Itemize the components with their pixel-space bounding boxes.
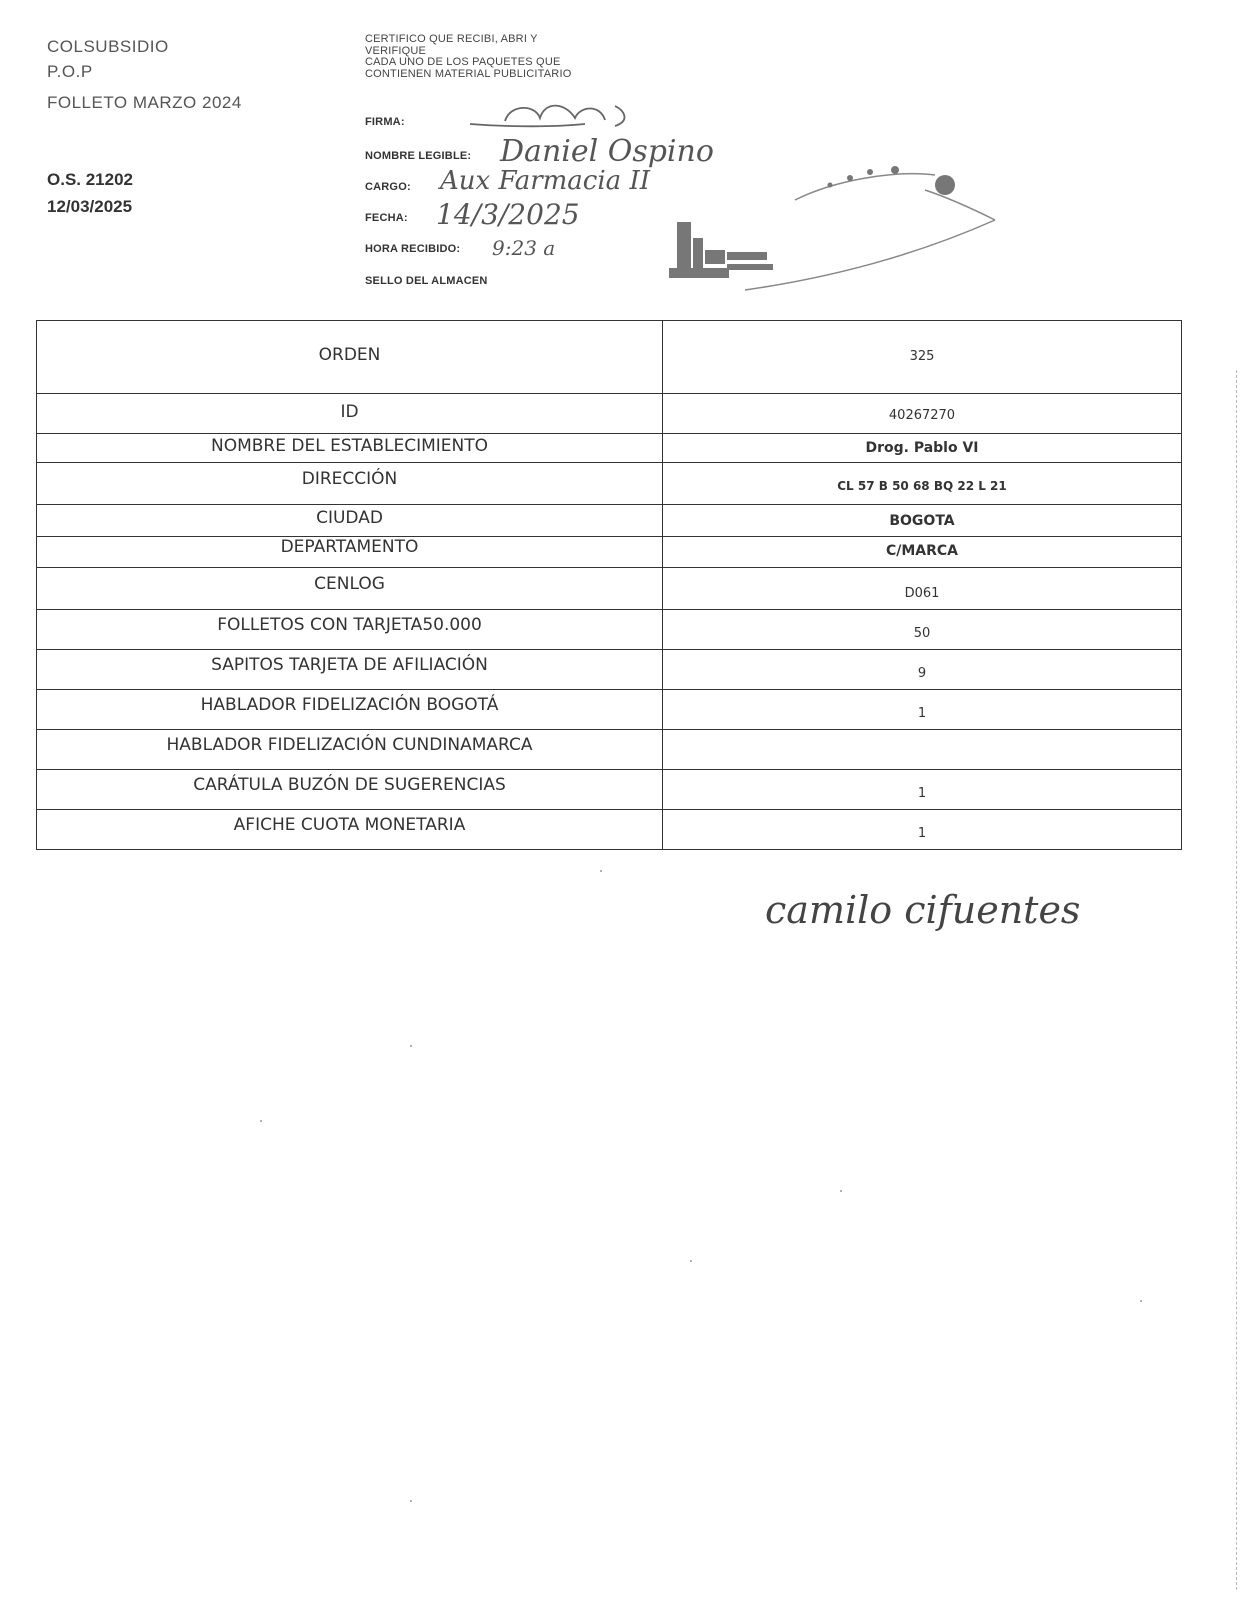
table-row <box>36 729 1182 769</box>
table-row <box>36 649 1182 689</box>
scan-speck <box>600 870 602 872</box>
row-value: Drog. Pablo VI <box>663 434 1182 462</box>
handwritten-name: camilo cifuentes <box>765 888 1081 932</box>
scan-speck <box>410 1500 412 1502</box>
fecha-field <box>365 212 408 224</box>
nombre-field <box>365 150 471 162</box>
table-row <box>36 536 1182 567</box>
nombre-value: Daniel Ospino <box>500 134 714 169</box>
firma-field <box>365 116 405 128</box>
scan-speck <box>690 1260 692 1262</box>
sello-label: SELLO DEL ALMACEN <box>365 275 488 287</box>
department: P.O.P <box>47 62 93 81</box>
cert-line: CADA UNO DE LOS PAQUETES QUE <box>365 56 561 68</box>
table-row <box>36 809 1182 849</box>
company-name: COLSUBSIDIO <box>47 37 169 56</box>
row-value: 1 <box>663 770 1182 809</box>
row-label: DEPARTAMENTO <box>36 537 663 567</box>
table-row <box>36 769 1182 809</box>
cargo-value: Aux Farmacia II <box>440 166 650 196</box>
hora-label: HORA RECIBIDO: <box>365 243 461 255</box>
row-label: SAPITOS TARJETA DE AFILIACIÓN <box>36 650 663 689</box>
row-value: 325 <box>663 321 1182 393</box>
row-label: HABLADOR FIDELIZACIÓN CUNDINAMARCA <box>36 730 663 769</box>
table-row <box>36 609 1182 649</box>
folleto-title: FOLLETO MARZO 2024 <box>47 93 242 112</box>
cargo-field <box>365 181 411 193</box>
scan-speck <box>260 1120 262 1122</box>
header-left <box>47 34 242 115</box>
table-row <box>36 320 1182 393</box>
order-service-block <box>47 166 133 220</box>
row-label: DIRECCIÓN <box>36 463 663 504</box>
fecha-label: FECHA: <box>365 212 408 224</box>
row-value <box>663 730 1182 769</box>
table-bottom-border <box>36 849 1182 850</box>
table-row <box>36 393 1182 433</box>
row-value: 1 <box>663 690 1182 729</box>
row-label: CIUDAD <box>36 505 663 536</box>
table-row <box>36 433 1182 462</box>
row-label: FOLLETOS CON TARJETA50.000 <box>36 610 663 649</box>
signature-icon <box>465 96 645 136</box>
row-value: BOGOTA <box>663 505 1182 536</box>
row-value: C/MARCA <box>663 537 1182 567</box>
scan-speck <box>1140 1300 1142 1302</box>
scan-speck <box>410 1045 412 1047</box>
cert-line: CERTIFICO QUE RECIBI, ABRI Y <box>365 33 538 45</box>
row-value: 50 <box>663 610 1182 649</box>
row-value: 1 <box>663 810 1182 849</box>
row-label: HABLADOR FIDELIZACIÓN BOGOTÁ <box>36 690 663 729</box>
row-label: ORDEN <box>36 321 663 393</box>
hora-value: 9:23 a <box>492 236 556 260</box>
row-label: AFICHE CUOTA MONETARIA <box>36 810 663 849</box>
cert-line: VERIFIQUE <box>365 44 427 57</box>
sello-field <box>365 275 488 287</box>
scan-edge-divider <box>1236 370 1238 1590</box>
row-label: NOMBRE DEL ESTABLECIMIENTO <box>36 434 663 462</box>
row-label: CARÁTULA BUZÓN DE SUGERENCIAS <box>36 770 663 809</box>
cargo-label: CARGO: <box>365 181 411 193</box>
firma-label: FIRMA: <box>365 116 405 128</box>
row-value: CL 57 B 50 68 BQ 22 L 21 <box>663 463 1182 504</box>
row-label: CENLOG <box>36 568 663 609</box>
order-date: 12/03/2025 <box>47 197 133 216</box>
row-label: ID <box>36 394 663 433</box>
row-value: 9 <box>663 650 1182 689</box>
nombre-label: NOMBRE LEGIBLE: <box>365 150 472 162</box>
cert-line: CONTIENEN MATERIAL PUBLICITARIO <box>365 67 572 80</box>
order-service-number: O.S. 21202 <box>47 170 134 189</box>
scan-speck <box>840 1190 842 1192</box>
table-row <box>36 689 1182 729</box>
hora-field <box>365 243 460 255</box>
row-value: 40267270 <box>663 394 1182 433</box>
table-row <box>36 567 1182 609</box>
table-row <box>36 462 1182 504</box>
store-stamp-icon <box>665 150 1005 300</box>
row-value: D061 <box>663 568 1182 609</box>
certification-text <box>365 34 571 80</box>
table-row <box>36 504 1182 536</box>
fecha-value: 14/3/2025 <box>436 198 580 231</box>
